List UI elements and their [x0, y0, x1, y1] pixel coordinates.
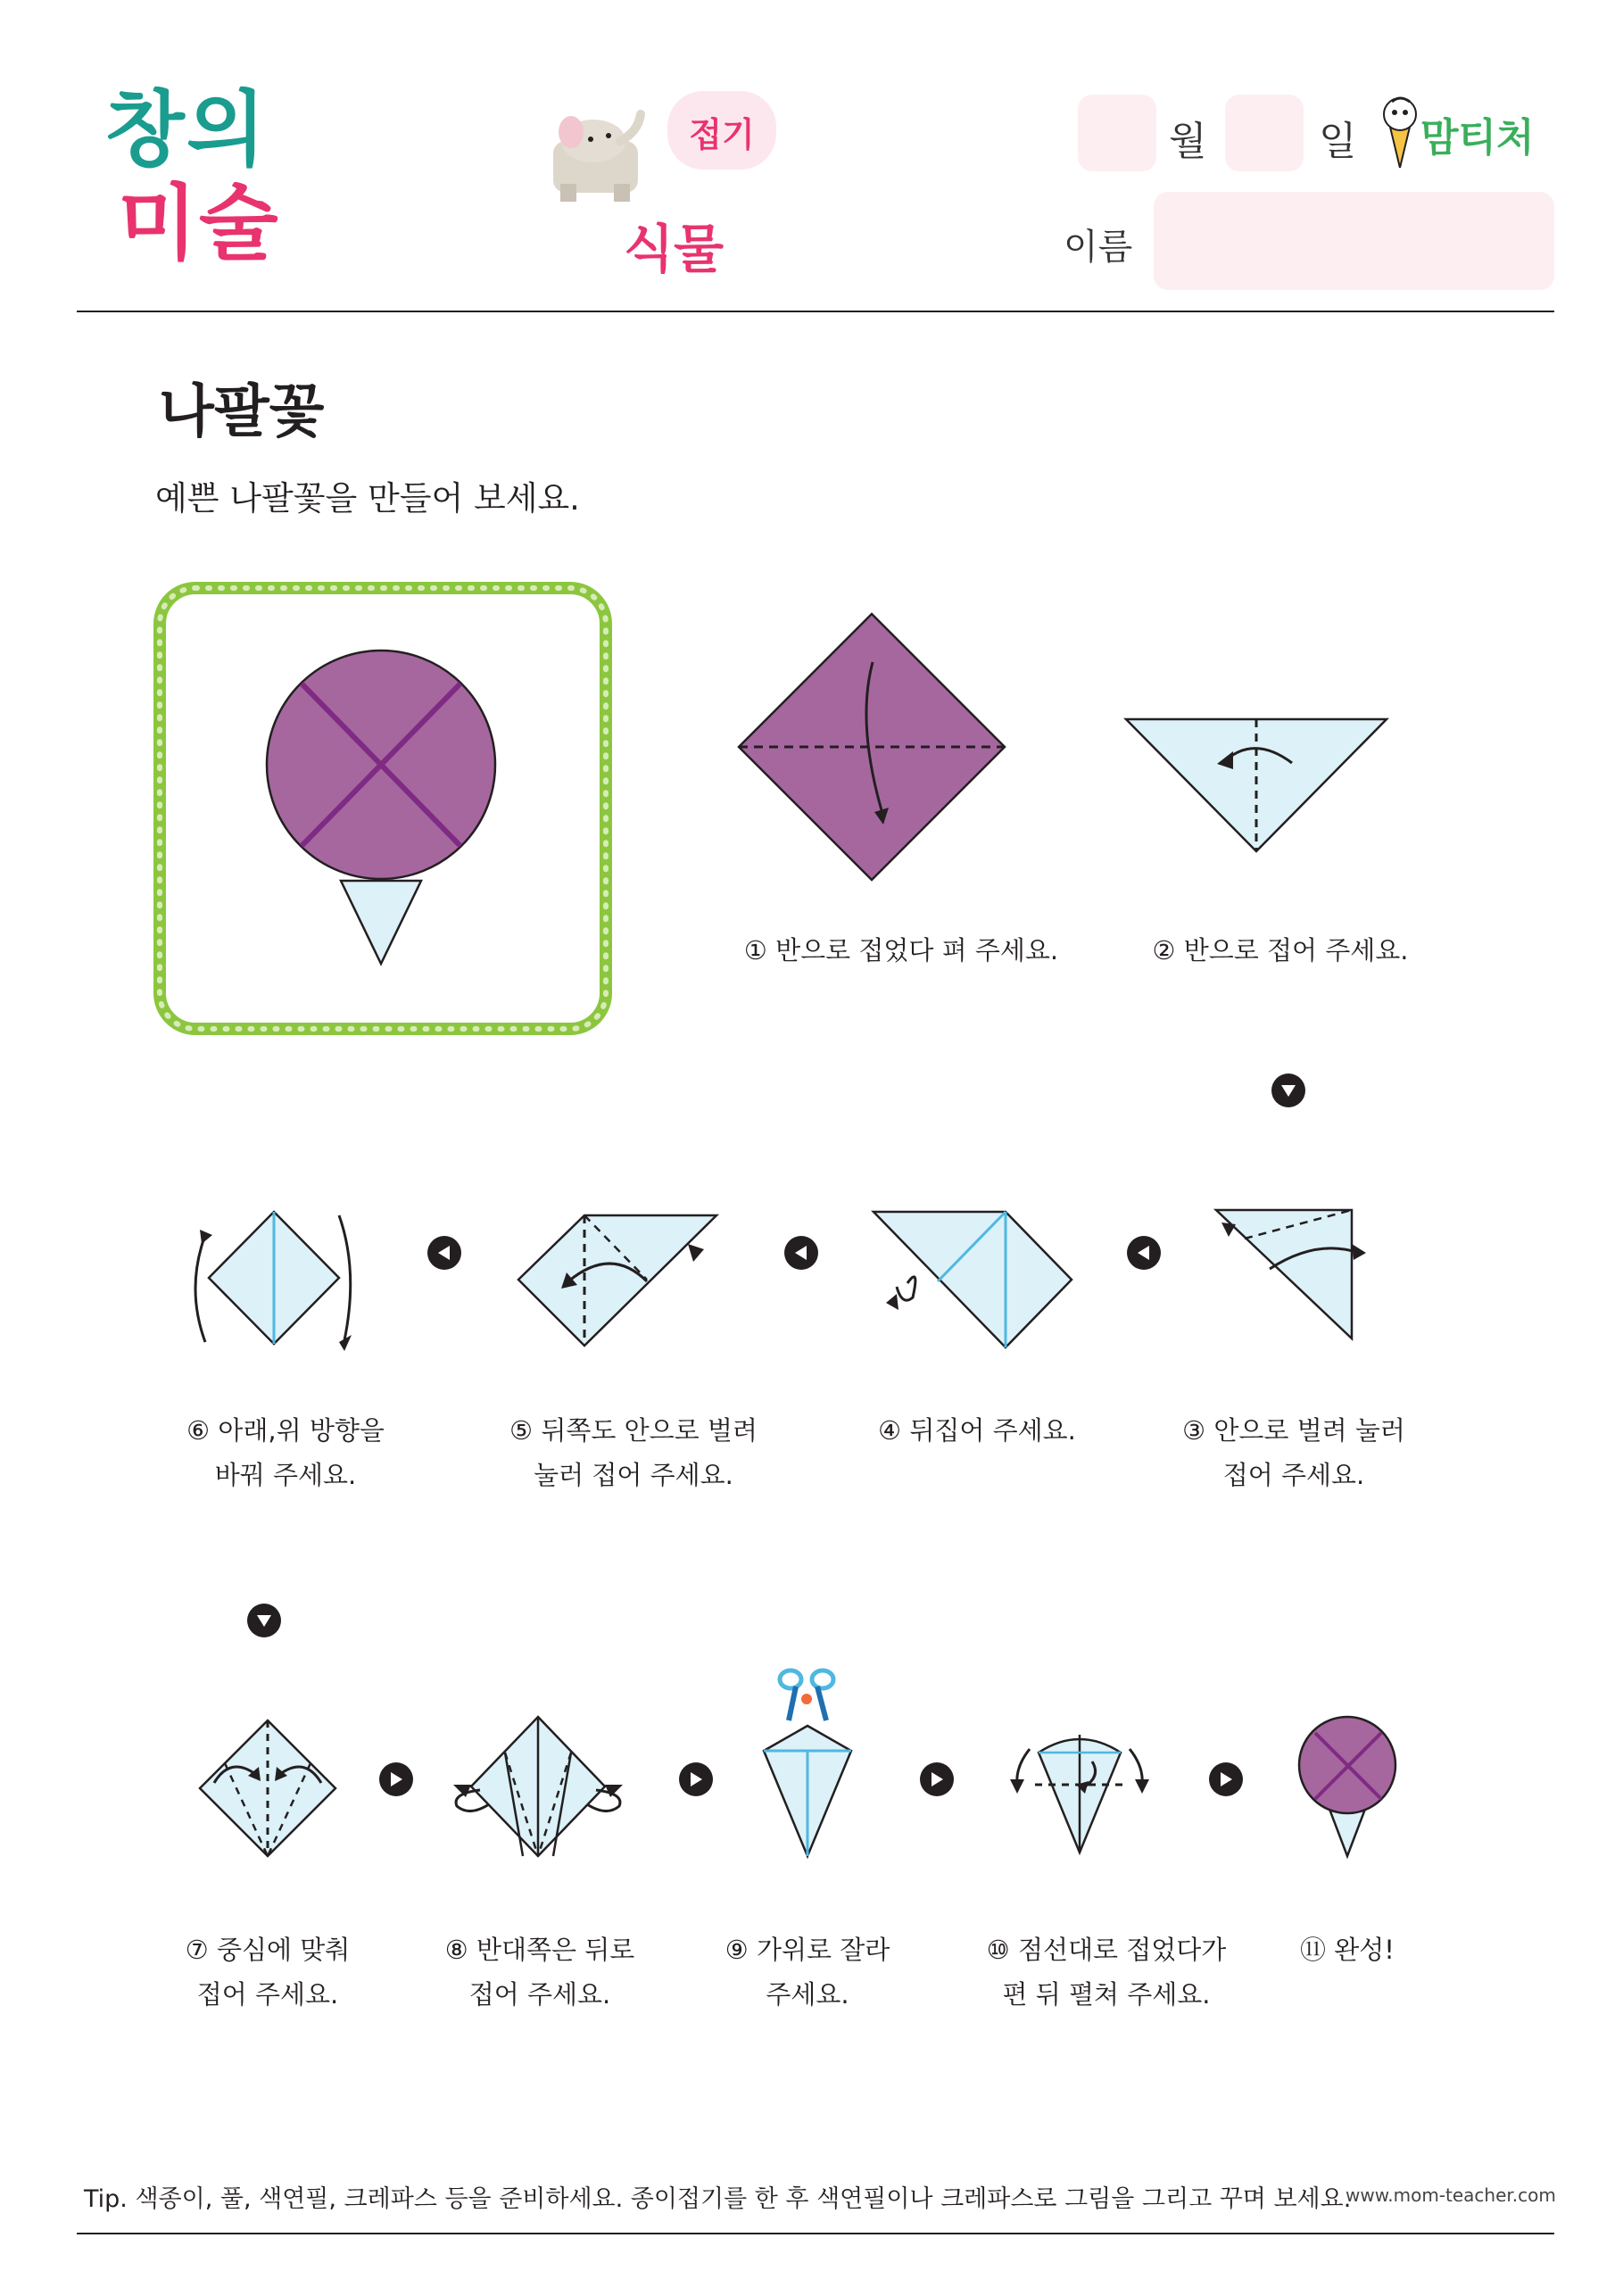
step1-diagram: [732, 607, 1012, 887]
step11-number: ⑪: [1300, 1935, 1327, 1965]
step11-caption: ⑪ 완성!: [1300, 1935, 1395, 1965]
month-field[interactable]: [1078, 95, 1156, 171]
step9-diagram: [758, 1667, 857, 1860]
footer-url: www.mom-teacher.com: [1346, 2184, 1556, 2206]
footer-divider: [77, 2233, 1554, 2234]
step1-caption-line: ① 반으로 접었다 펴 주세요.: [743, 935, 1059, 966]
step6-caption: ⑥ 아래,위 방향을 바꿔 주세요.: [186, 1415, 385, 1490]
page-subtitle: 예쁜 나팔꽃을 만들어 보세요.: [155, 479, 580, 518]
category-name: 식물: [623, 219, 725, 279]
step5-number: ⑤: [509, 1415, 534, 1446]
step8-diagram: [444, 1713, 632, 1860]
step9-caption: ⑨ 가위로 잘라 주세요.: [725, 1935, 890, 2010]
month-label: 월: [1169, 119, 1207, 164]
step5-diagram: [513, 1210, 720, 1353]
header: [0, 0, 1623, 312]
step4-caption: ④ 뒤집어 주세요.: [878, 1415, 1076, 1446]
logo-line2: 미술: [118, 176, 280, 271]
brand-name: 맘티처: [1420, 115, 1535, 161]
down-arrow-icon: [1271, 1073, 1306, 1108]
left-arrow-icon: [1126, 1235, 1162, 1271]
step9-number: ⑨: [725, 1935, 749, 1965]
step11-diagram: [1296, 1713, 1399, 1860]
step3-caption: ③ 안으로 벌려 눌러 접어 주세요.: [1182, 1415, 1405, 1490]
name-label: 이름: [1064, 227, 1133, 268]
step1-number: ①: [743, 935, 767, 966]
right-arrow-icon: [378, 1761, 414, 1797]
step3-diagram: [1209, 1203, 1370, 1346]
step2-caption-line: ② 반으로 접어 주세요.: [1152, 935, 1409, 966]
left-arrow-icon: [426, 1235, 462, 1271]
step2-caption: [1133, 928, 1428, 973]
step6-diagram: [187, 1208, 357, 1351]
logo-line1: 창의: [105, 82, 268, 178]
step3-number: ③: [1182, 1415, 1206, 1446]
elephant-icon: [544, 105, 651, 203]
step10-diagram: [1003, 1722, 1156, 1856]
scissors-icon: [780, 1670, 833, 1720]
step4-diagram: [870, 1208, 1077, 1355]
down-arrow-icon: [246, 1603, 282, 1638]
day-label: 일: [1319, 119, 1357, 164]
right-arrow-icon: [678, 1761, 714, 1797]
header-divider: [77, 311, 1554, 312]
right-arrow-icon: [1208, 1761, 1244, 1797]
step1-caption: [732, 928, 1071, 973]
name-field[interactable]: [1154, 192, 1554, 290]
footer-tip: Tip. 색종이, 풀, 색연필, 크레파스 등을 준비하세요. 종이접기를 한 후 색연필이나 크레파스로 그림을 그리고 꾸며 보세요.: [84, 2185, 1352, 2213]
brand-mascot-icon: [1381, 93, 1419, 168]
step10-caption: ⑩ 점선대로 접었다가 편 뒤 펼쳐 주세요.: [986, 1935, 1227, 2010]
step8-caption: ⑧ 반대쪽은 뒤로 접어 주세요.: [444, 1935, 635, 2010]
page-title: 나팔꽃: [159, 379, 325, 445]
step7-caption: ⑦ 중심에 맞춰 접어 주세요.: [185, 1935, 351, 2010]
step6-number: ⑥: [186, 1415, 211, 1446]
step2-diagram: [1122, 714, 1390, 857]
step7-diagram: [195, 1717, 341, 1860]
day-field[interactable]: [1225, 95, 1304, 171]
left-arrow-icon: [783, 1235, 819, 1271]
step5-caption: ⑤ 뒤쪽도 안으로 벌려 눌러 접어 주세요.: [509, 1415, 758, 1490]
step2-number: ②: [1152, 935, 1176, 966]
step10-number: ⑩: [986, 1935, 1010, 1965]
category-badge-label: 접기: [689, 115, 755, 154]
right-arrow-icon: [919, 1761, 955, 1797]
step7-number: ⑦: [185, 1935, 209, 1965]
step4-number: ④: [878, 1415, 902, 1446]
step8-number: ⑧: [444, 1935, 468, 1965]
finished-preview-frame: [152, 580, 614, 1037]
